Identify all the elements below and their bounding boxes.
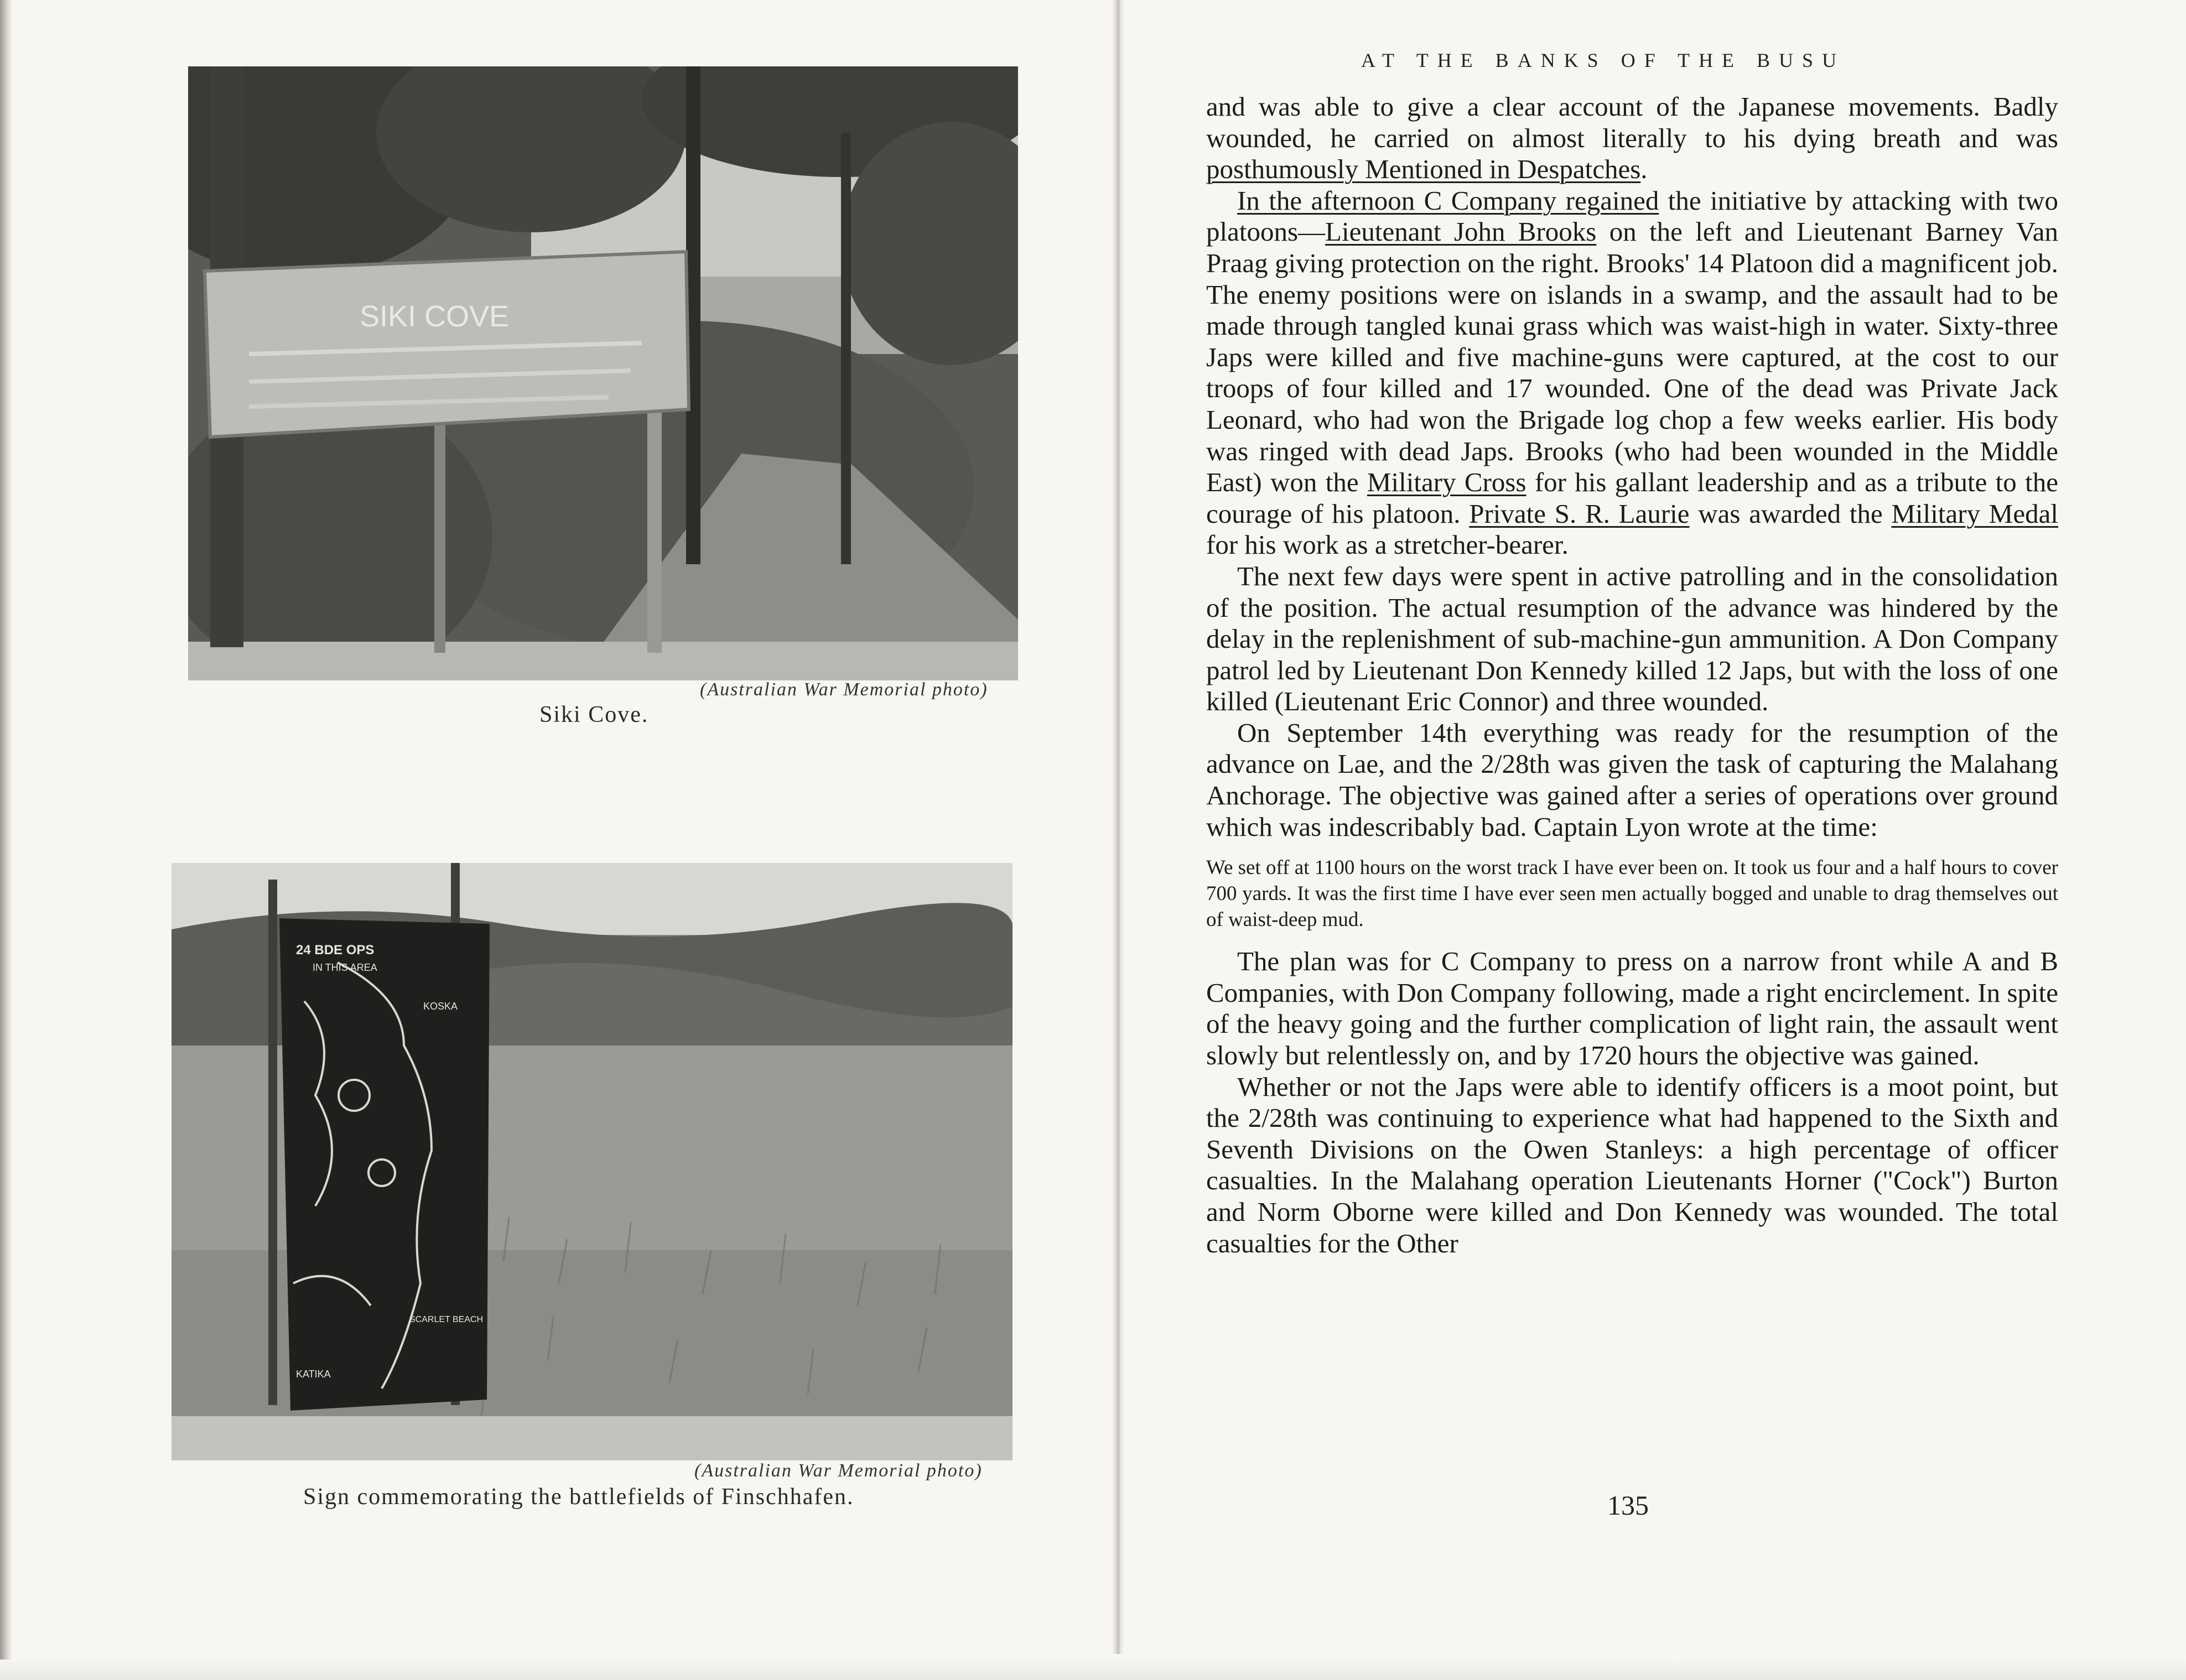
map-label-koska: KOSKA: [423, 1001, 458, 1012]
paragraph-2: [1206, 185, 2058, 561]
photo-siki-cove: [188, 66, 1018, 680]
p2-text-b: on the left and Lieutenant Barney Van Praag giving protection on the right. Brooks' 14 Platoon did a magnificent job. The enemy positions were on islands in a swamp, and the assault had to be made through tangled kunai grass which was waist-high in water. Sixty-three Japs were killed and five machine-guns were captured, at the cost to our troops of four killed and 17 wounded. One of the dead was Private Jack Leonard, who had won the Brigade log chop a few weeks earlier. His body was ringed with dead Japs. Brooks (who had been wounded in the Middle East) won the: [1206, 216, 2058, 498]
p2-underline-afternoon: In the afternoon C Company regained: [1237, 185, 1659, 216]
photo-finschhafen-sign: [172, 863, 1012, 1460]
p2-text-d: was awarded the: [1689, 498, 1892, 529]
p2-underline-military-medal: Military Medal: [1891, 498, 2058, 529]
map-title: 24 BDE OPS: [296, 943, 375, 958]
p1-underline-despatches: posthumously Mentioned in Despatches: [1206, 154, 1641, 185]
page-bottom-edge: [0, 1660, 2186, 1680]
siki-cove-image: [188, 66, 1018, 680]
p1-text-a: and was able to give a clear account of the Japanese movements. Badly wounded, he carried on almost literally to his dying breath and was: [1206, 91, 2058, 153]
paragraph-4: On September 14th everything was ready for the resumption of the advance on Lae, and the 2/28th was given the task of capturing the Malahang Anchorage. The objective was gained after a series of operations over ground which was indescribably bad. Captain Lyon wrote at the time:: [1206, 717, 2058, 842]
p2-text-e: for his work as a stretcher-bearer.: [1206, 529, 1569, 560]
left-binding-edge: [0, 0, 12, 1680]
block-quote: We set off at 1100 hours on the worst track I have ever been on. It took us four and a half hours to cover 700 yards. It was the first time I have ever seen men actually bogged and unable to drag themselves out of waist-deep mud.: [1206, 856, 2058, 932]
paragraph-6: Whether or not the Japs were able to identify officers is a moot point, but the 2/28th was continuing to experience what had happened to the Sixth and Seventh Divisions on the Owen Stanleys: a high percentage of officer casualties. In the Malahang operation Lieutenants Horner ("Cock") Burton and Norm Oborne were killed and Don Kennedy was wounded. The total casualties for the Other: [1206, 1071, 2058, 1258]
sign-text: SIKI COVE: [360, 300, 510, 333]
running-head: AT THE BANKS OF THE BUSU: [1361, 49, 1846, 71]
paragraph-3: The next few days were spent in active patrolling and in the consolidation of the position. The actual resumption of the advance was hindered by the delay in the replenishment of sub-machine-gun ammunition. A Don Company patrol led by Lieutenant Don Kennedy killed 12 Japs, but with the loss of one killed (Lieutenant Eric Connor) and three wounded.: [1206, 560, 2058, 717]
map-subtitle: IN THIS AREA: [313, 962, 377, 973]
photo1-caption: Siki Cove.: [539, 702, 649, 727]
map-label-scarlet-beach: SCARLET BEACH: [409, 1315, 484, 1324]
p1-text-b: .: [1640, 154, 1648, 185]
photo2-caption: Sign commemorating the battlefields of Finschhafen.: [303, 1484, 854, 1510]
p2-underline-brooks: Lieutenant John Brooks: [1325, 216, 1597, 247]
p2-text-c: for his gallant leadership and as a tribute to the courage of his platoon.: [1206, 467, 2058, 529]
p2-text-a: the initiative by attacking with two platoons—: [1206, 185, 2058, 247]
photo1-credit: (Australian War Memorial photo): [700, 679, 988, 700]
map-label-katika: KATIKA: [296, 1369, 331, 1380]
photo2-credit: (Australian War Memorial photo): [694, 1460, 983, 1481]
paragraph-1: [1206, 91, 2058, 185]
p2-underline-laurie: Private S. R. Laurie: [1469, 498, 1690, 529]
paragraph-5: The plan was for C Company to press on a narrow front while A and B Companies, with Don Company following, made a right encirclement. In spite of the heavy going and the further complication of light rain, the assault went slowly but relentlessly on, and by 1720 hours the objective was gained.: [1206, 946, 2058, 1071]
book-gutter: [1112, 0, 1124, 1654]
body-text: [1206, 91, 2058, 1259]
p2-underline-military-cross: Military Cross: [1367, 467, 1526, 498]
finschhafen-sign-image: [172, 863, 1012, 1460]
page-number: 135: [1607, 1490, 1649, 1521]
